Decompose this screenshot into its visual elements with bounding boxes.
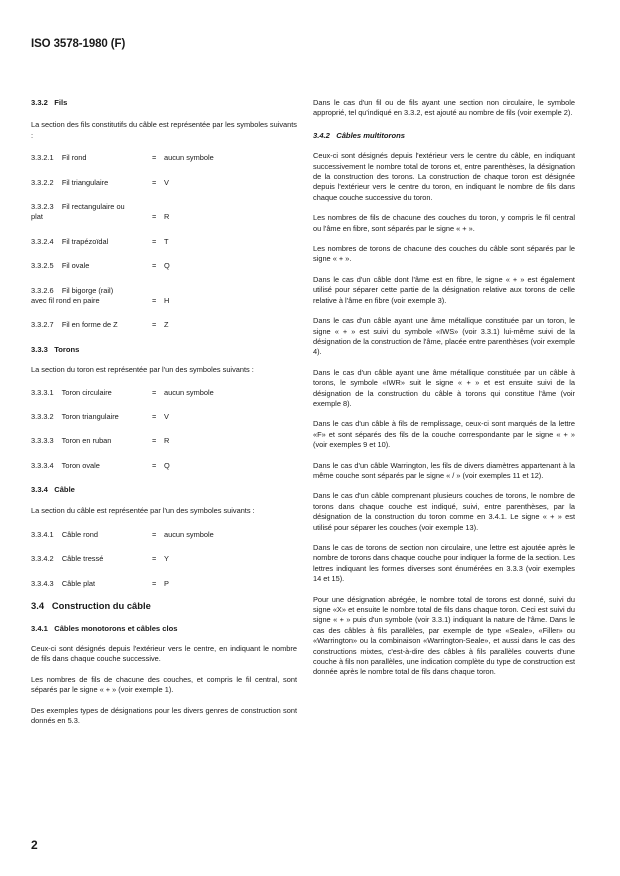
left-column xyxy=(31,98,297,726)
paragraph-3-4-1-c: Des exemples types de désignations pour les divers genres de construction sont donnés en 5.3. xyxy=(31,705,297,725)
equals-sign: = xyxy=(152,387,157,397)
symbol-row-3-3-3-1 xyxy=(31,388,297,398)
symbol-term: 3.3.2.7 Fil en forme de Z xyxy=(31,320,118,330)
equals-sign: = xyxy=(152,177,157,187)
paragraph-3-4-2-5: Dans le cas d'un câble ayant une âme métallique constituée par un toron, le signe « + » est suivi du symbole «IWS» (voir 3.3.1) lui-même suivi de la désignation de la construction de l'âme, placée entre parenthèses (voir exemple 4). xyxy=(313,316,575,357)
equals-sign: = xyxy=(152,212,157,222)
section-heading-3-3-4: 3.3.4 Câble xyxy=(31,485,75,495)
symbol-term: 3.3.3.4 Toron ovale xyxy=(31,460,100,470)
symbol-row-3-3-2-2 xyxy=(31,178,297,188)
symbol-value: Y xyxy=(164,554,169,564)
document-header: ISO 3578-1980 (F) xyxy=(31,38,126,50)
symbol-row-3-3-2-7 xyxy=(31,320,297,330)
paragraph-3-4-1-b: Les nombres de fils de chacune des couches, et compris le fil central, sont séparés par le signe « + » (voir exemple 1). xyxy=(31,674,297,695)
paragraph-3-4-2-9: Dans le cas d'un câble comprenant plusieurs couches de torons, le nombre de torons dans chaque couche est indiqué, suivi, entre parenthèses, par la désignation de la construction du toron comme en 3.4.1. Le signe « + » est utilisé pour séparer les couches (voir exemple 13). xyxy=(313,491,575,532)
equals-sign: = xyxy=(152,529,157,539)
symbol-term: 3.3.2.1 Fil rond xyxy=(31,153,87,163)
symbol-row-3-3-2-4 xyxy=(31,237,297,247)
symbol-value: R xyxy=(164,436,170,446)
equals-sign: = xyxy=(152,320,157,330)
symbol-term: 3.3.4.3 Câble plat xyxy=(31,578,96,588)
symbol-row-3-3-2-6 xyxy=(31,286,297,307)
symbol-value: V xyxy=(164,177,169,187)
symbol-term-continued: avec fil rond en paire xyxy=(31,295,100,305)
symbol-value: T xyxy=(164,236,169,246)
symbol-term: 3.3.3.1 Toron circulaire xyxy=(31,387,112,397)
section-heading-3-4-1: 3.4.1 Câbles monotorons et câbles clos xyxy=(31,623,178,633)
paragraph-3-4-2-1: Ceux-ci sont désignés depuis l'extérieur vers le centre du câble, en indiquant successivement le nombre total de torons et, entre parenthèses, la désignation de la construction des torons. La construction de chaque toron est désignée depuis l'extérieur vers le centre du toron, en indiquant le nombre de fils dans chaque couche successive du toron. xyxy=(313,151,575,202)
symbol-row-3-3-2-5 xyxy=(31,261,297,271)
paragraph-non-circular-wire: Dans le cas d'un fil ou de fils ayant une section non circulaire, le symbole approprié, tel qu'indiqué en 3.3.2, est ajouté au nombre de fils (voir exemple 2). xyxy=(313,98,575,118)
symbol-value: Q xyxy=(164,261,170,271)
symbol-value: H xyxy=(164,295,170,305)
paragraph-3-4-2-6: Dans le cas d'un câble ayant une âme métallique constituée par un câble à torons, le symbole «IWR» suit le signe « + » et est ensuite suivi de la désignation de la construction du câble à torons qui constitue l'âme (voir exemple 8). xyxy=(313,367,575,408)
symbol-term: 3.3.4.2 Câble tressé xyxy=(31,554,104,564)
symbol-term: 3.3.2.3 Fil rectangulaire ou xyxy=(31,202,125,211)
symbol-term-continued: plat xyxy=(31,212,43,222)
paragraph-3-4-2-2: Les nombres de fils de chacune des couches du toron, y compris le fil central ou l'âme en fibre, sont séparés par le signe « + ». xyxy=(313,213,575,233)
symbol-term: 3.3.2.2 Fil triangulaire xyxy=(31,177,109,187)
equals-sign: = xyxy=(152,436,157,446)
section-intro-3-3-3: La section du toron est représentée par l'un des symboles suivants : xyxy=(31,365,254,375)
paragraph-3-4-2-7: Dans le cas d'un câble à fils de remplissage, ceux-ci sont marqués de la lettre «F» et sont séparés des fils de la couche correspondante par le signe « + » (voir exemples 9 et 10). xyxy=(313,419,575,450)
equals-sign: = xyxy=(152,153,157,163)
symbol-row-3-3-3-4 xyxy=(31,461,297,471)
section-intro-3-3-2: La section des fils constitutifs du câble est représentée par les symboles suivants : xyxy=(31,120,297,140)
symbol-row-3-3-4-1 xyxy=(31,530,297,540)
paragraph-3-4-2-11: Pour une désignation abrégée, le nombre total de torons est donné, suivi du signe «X» et ensuite le nombre total de fils dans chaque toron. Ceci est suivi du signe « + » puis d'un symbole (voir 3.3.1) indiquant la nature de l'âme. Dans le cas des câbles à fils parallèles, par exemple de type «Seale», «Filler» ou «Warrington» ou la combinaison «Warrington-Seale», et aussi dans le cas des constructions mixtes, c'est-à-dire des câbles à fils parallèles couverts d'une couche à fils non parallèles, une indication complète du type de construction est donnée après le nombre total de fils dans chaque toron. xyxy=(313,594,575,677)
section-heading-3-4-2: 3.4.2 Câbles multitorons xyxy=(313,130,405,140)
symbol-value: aucun symbole xyxy=(164,153,214,163)
page-number: 2 xyxy=(31,838,38,852)
equals-sign: = xyxy=(152,554,157,564)
equals-sign: = xyxy=(152,460,157,470)
symbol-value: aucun symbole xyxy=(164,387,214,397)
symbol-row-3-3-4-3 xyxy=(31,579,297,589)
paragraph-3-4-2-8: Dans le cas d'un câble Warrington, les fils de divers diamètres appartenant à la même couche sont séparés par le signe « / » (voir exemples 11 et 12). xyxy=(313,460,575,480)
section-intro-3-3-4: La section du câble est représentée par l'un des symboles suivants : xyxy=(31,505,255,515)
section-heading-3-3-2: 3.3.2 Fils xyxy=(31,98,68,107)
symbol-term: 3.3.2.5 Fil ovale xyxy=(31,261,90,271)
section-heading-3-3-3: 3.3.3 Torons xyxy=(31,344,80,354)
paragraph-3-4-1-a: Ceux-ci sont désignés depuis l'extérieur vers le centre, en indiquant le nombre de fils dans chaque couche successive. xyxy=(31,643,297,664)
equals-sign: = xyxy=(152,578,157,588)
paragraph-3-4-2-10: Dans le cas de torons de section non circulaire, une lettre est ajoutée après le nombre de torons dans chaque couche pour indiquer la forme de la section. Les lettres indiquant les formes diverses sont énumérées en 3.3.3 (voir exemples 14 et 15). xyxy=(313,543,575,584)
symbol-term: 3.3.3.2 Toron triangulaire xyxy=(31,411,119,421)
equals-sign: = xyxy=(152,411,157,421)
symbol-term: 3.3.2.4 Fil trapézoïdal xyxy=(31,236,109,246)
symbol-value: aucun symbole xyxy=(164,529,214,539)
symbol-value: P xyxy=(164,578,169,588)
symbol-term: 3.3.4.1 Câble rond xyxy=(31,529,98,539)
symbol-row-3-3-3-2 xyxy=(31,412,297,422)
section-heading-3-4: 3.4 Construction du câble xyxy=(31,600,151,612)
symbol-term: 3.3.3.3 Toron en ruban xyxy=(31,436,112,446)
symbol-row-3-3-3-3 xyxy=(31,436,297,446)
symbol-value: V xyxy=(164,411,169,421)
paragraph-3-4-2-4: Dans le cas d'un câble dont l'âme est en fibre, le signe « + » est également utilisé pour séparer cette partie de la désignation relative aux torons de celle relative à l'âme en fibre (voir exemple 3). xyxy=(313,274,575,305)
symbol-value: Z xyxy=(164,320,169,330)
symbol-row-3-3-4-2 xyxy=(31,554,297,564)
symbol-value: R xyxy=(164,212,170,222)
paragraph-3-4-2-3: Les nombres de torons de chacune des couches du câble sont séparés par le signe « + ». xyxy=(313,244,575,264)
equals-sign: = xyxy=(152,295,157,305)
symbol-row-3-3-2-1 xyxy=(31,153,297,163)
symbol-row-3-3-2-3 xyxy=(31,202,297,223)
equals-sign: = xyxy=(152,261,157,271)
equals-sign: = xyxy=(152,236,157,246)
symbol-term: 3.3.2.6 Fil bigorge (rail) xyxy=(31,285,114,295)
right-column xyxy=(313,98,575,678)
symbol-value: Q xyxy=(164,460,170,470)
